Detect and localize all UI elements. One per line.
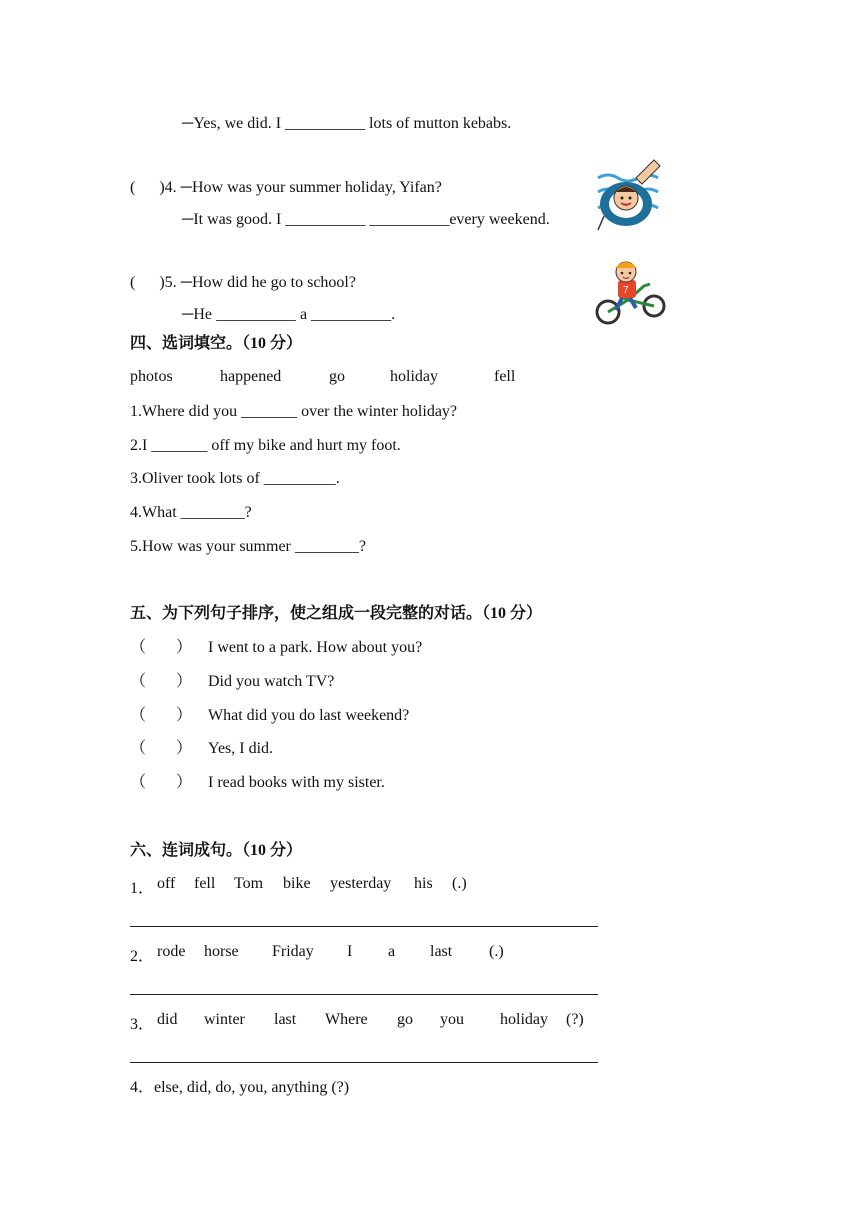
close-paren: ） [176,707,193,724]
scrambled-word: yesterday [330,875,392,892]
answer-line [130,926,598,927]
section5-heading: 五、为下列句子排序，使之组成一段完整的对话。（10 分） [130,605,543,622]
open-paren: （ [130,740,147,757]
section4-item: 2.I _______ off my bike and hurt my foot. [130,437,401,454]
scrambled-word: Where [325,1011,368,1028]
scrambled-word: winter [204,1011,245,1028]
scrambled-word: (.) [489,943,504,960]
section6-item-4: 4．else, did, do, you, anything (?) [130,1079,350,1096]
scrambled-word: off [157,875,176,892]
section5-sentence: I went to a park. How about you? [208,639,423,656]
answer-line [130,994,598,995]
word-bank-item: go [329,368,345,385]
boy-on-bike-icon [592,256,668,326]
word-bank-item: holiday [390,368,438,385]
close-paren: ） [176,774,193,791]
scrambled-word: horse [204,943,239,960]
scrambled-word: Tom [234,875,264,892]
section5-sentence: What did you do last weekend? [208,707,410,724]
section4-item: 5.How was your summer ________? [130,538,366,555]
scrambled-word: last [274,1011,297,1028]
section6-heading: 六、连词成句。（10 分） [130,842,303,859]
close-paren: ） [176,639,193,656]
section4-item: 1.Where did you _______ over the winter holiday? [130,403,458,420]
section4-item: 3.Oliver took lots of _________. [130,470,340,487]
section4-item: 4.What ________? [130,504,252,521]
scrambled-word: rode [157,943,186,960]
swimming-boy-icon [596,156,664,234]
word-bank-item: happened [220,368,282,385]
scrambled-word: a [388,943,396,960]
scrambled-word: Friday [272,943,314,960]
word-bank-item: photos [130,368,173,385]
section4-heading: 四、选词填空。（10 分） [130,335,303,352]
svg-text:7: 7 [623,285,629,296]
q3-answer-line: ─Yes, we did. I __________ lots of mutton kebabs. [182,115,512,132]
word-bank-item: fell [494,368,516,385]
close-paren: ） [176,740,193,757]
scrambled-word: his [414,875,433,892]
open-paren: （ [130,673,147,690]
section5-sentence: Yes, I did. [208,740,274,757]
q5-question-line: ( )5. ─How did he go to school? [130,274,356,291]
scrambled-word: (?) [566,1011,584,1028]
open-paren: （ [130,707,147,724]
open-paren: （ [130,639,147,656]
scrambled-word: did [157,1011,178,1028]
scrambled-word: you [440,1011,464,1028]
close-paren: ） [176,673,193,690]
item-number: 2． [130,948,155,965]
open-paren: （ [130,774,147,791]
scrambled-word: I [347,943,353,960]
answer-line [130,1062,598,1063]
item-number: 1． [130,880,155,897]
q4-question-line: ( )4. ─How was your summer holiday, Yifan? [130,179,442,196]
q5-answer-line: ─He __________ a __________. [182,306,396,323]
section5-sentence: Did you watch TV? [208,673,335,690]
scrambled-word: go [397,1011,413,1028]
q4-answer-line: ─It was good. I __________ __________every weekend. [182,211,550,228]
scrambled-word: (.) [452,875,467,892]
section5-sentence: I read books with my sister. [208,774,385,791]
scrambled-word: fell [194,875,216,892]
item-number: 3． [130,1016,155,1033]
scrambled-word: holiday [500,1011,548,1028]
scrambled-word: last [430,943,453,960]
scrambled-word: bike [283,875,311,892]
